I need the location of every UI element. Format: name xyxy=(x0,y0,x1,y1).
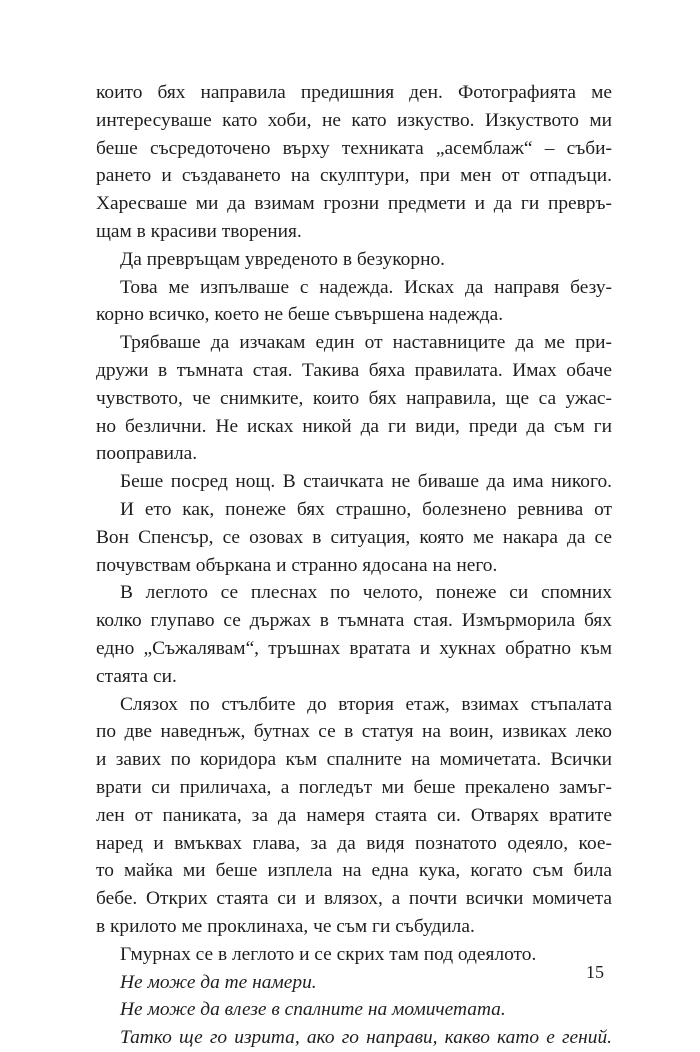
text-line: рането и създаването на скулптури, при мен от отпадъци. xyxy=(96,165,612,187)
page-number: 15 xyxy=(586,962,604,982)
text-line: колко глупаво се държах в тъмната стая. Измърморила бях xyxy=(96,610,612,632)
text-line: Харесваше ми да взимам грозни предмети и да ги превръ- xyxy=(96,193,612,215)
text-line: Не може да те намери. xyxy=(120,971,317,993)
text-line: лен от паниката, за да намеря стаята си. Отварях вратите xyxy=(96,804,612,826)
text-line: Беше посред нощ. В стаичката не биваше да има никого. xyxy=(120,471,612,493)
text-line: в крилото ме проклинаха, че съм ги събудила. xyxy=(96,915,475,937)
text-line: то майка ми беше изплела на една кука, когато съм била xyxy=(96,860,612,882)
text-line: наред и вмъквах глава, за да видя познатото одеяло, кое- xyxy=(96,832,612,854)
text-line: щам в красиви творения. xyxy=(96,220,302,242)
text-line: Не може да влезе в спалните на момичетата. xyxy=(120,999,506,1021)
text-line: Трябваше да изчакам един от наставниците да ме при- xyxy=(120,332,612,354)
text-line: бебе. Открих стаята си и влязох, а почти всички момичета xyxy=(96,888,612,910)
text-line: Слязох по стълбите до втория етаж, взимах стъпалата xyxy=(120,693,612,715)
text-line: едно „Съжалявам“, тръшнах вратата и хукнах обратно към xyxy=(96,637,612,659)
text-line: и завих по коридора към спалните на момичетата. Всички xyxy=(96,749,612,771)
text-line: В леглото се плеснах по челото, понеже си спомних xyxy=(120,582,612,604)
text-line: но безлични. Не исках никой да ги види, преди да съм ги xyxy=(96,415,612,437)
body-text xyxy=(96,79,612,1052)
text-line: почувствам объркана и странно ядосана на него. xyxy=(96,554,498,576)
text-line: Да превръщам увреденото в безукорно. xyxy=(120,248,445,270)
text-line: по две наведнъж, бутнах се в статуя на воин, извиках леко xyxy=(96,721,612,743)
text-line: интересуваше като хоби, не като изкуство. Изкуството ми xyxy=(96,109,612,131)
text-line: беше съсредоточено върху техниката „асемблаж“ – съби- xyxy=(96,137,612,159)
text-line: Това ме изпълваше с надежда. Исках да направя безу- xyxy=(120,276,612,298)
text-line: дружи в тъмната стая. Такива бяха правилата. Имах обаче xyxy=(96,359,612,381)
text-line: чувството, че снимките, които бях направила, ще са ужас- xyxy=(96,387,612,409)
text-line: И ето как, понеже бях страшно, болезнено ревнива от xyxy=(120,498,612,520)
text-line: Вон Спенсър, се озовах в ситуация, която ме накара да се xyxy=(96,526,612,548)
text-line: Гмурнах се в леглото и се скрих там под одеялото. xyxy=(120,943,537,965)
text-line: пооправила. xyxy=(96,443,198,465)
text-line: стаята си. xyxy=(96,665,177,687)
text-line: Татко ще го изрита, ако го направи, какво като е гений. xyxy=(120,1027,612,1049)
text-line: които бях направила предишния ден. Фотографията ме xyxy=(96,82,612,103)
text-line: врати си приличаха, а погледът ми беше прекалено замъг- xyxy=(96,776,612,798)
text-line: корно всичко, което не беше съвършена надежда. xyxy=(96,304,504,326)
